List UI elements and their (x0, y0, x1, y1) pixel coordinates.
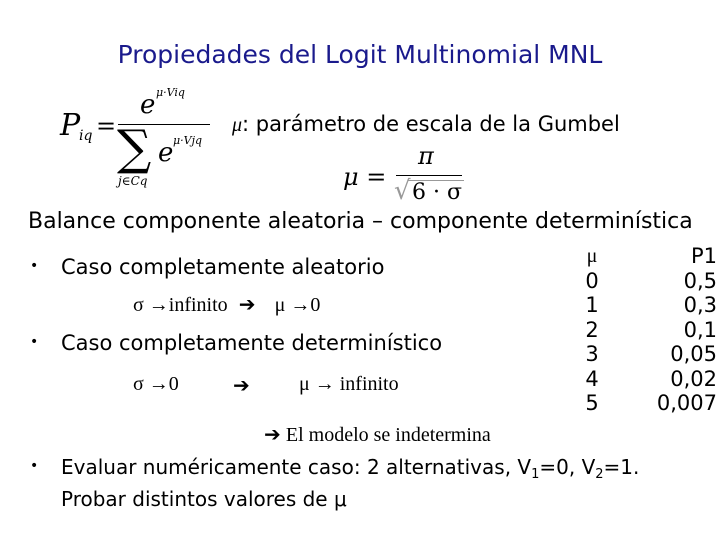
table-header-row (562, 244, 719, 269)
bullet-marker: • (30, 458, 39, 474)
mu-formula-denominator: 6 · σ (412, 180, 462, 205)
table-row (562, 269, 719, 294)
formula-denominator-exponent: μ·Vjq (173, 134, 203, 147)
formula-equals: = (96, 112, 117, 140)
table-cell-mu: 3 (585, 342, 599, 366)
indeterminate-note (264, 422, 491, 447)
table-cell-p1: 0,05 (670, 342, 717, 366)
table-cell-p1: 0,007 (656, 391, 717, 415)
mu-note-text: : parámetro de escala de la Gumbel (242, 112, 620, 136)
formula-numerator-base: e (140, 90, 156, 120)
mu-formula-lhs: μ = (343, 163, 387, 191)
summation-symbol: ∑ (117, 120, 152, 176)
mu-scale-note (232, 112, 620, 137)
implies-arrow-icon: ➔ (233, 375, 250, 397)
table-row (562, 293, 719, 318)
formula-sum-index: j∈Cq (118, 174, 148, 188)
implies-arrow-icon: ➔ (264, 424, 281, 446)
table-cell-mu: 0 (585, 268, 599, 293)
evaluate-instruction (61, 455, 639, 511)
mu-symbol: μ (232, 114, 243, 136)
table-cell-mu: 5 (585, 391, 599, 415)
table-row (562, 391, 719, 416)
slide-title: Propiedades del Logit Multinomial MNL (117, 40, 603, 69)
sigma-zero: σ →0 (133, 373, 179, 395)
implies-arrow-icon: ➔ (238, 294, 256, 316)
formula-numerator-exponent: μ·Viq (156, 86, 185, 99)
mu-zero: μ →0 (274, 294, 321, 316)
table-cell-p1: 0,3 (683, 293, 717, 317)
mu-formula-numerator: π (418, 142, 434, 170)
formula-lhs-subscript: iq (79, 128, 93, 144)
table-cell-mu: 2 (585, 317, 599, 342)
sqrt-symbol: √ (394, 176, 411, 206)
table-row (562, 318, 719, 343)
sigma-infinity: σ →infinito (133, 294, 228, 316)
random-case-label: Caso completamente aleatorio (61, 255, 385, 279)
table-cell-mu: 4 (585, 366, 599, 391)
bullet-marker: • (30, 258, 39, 274)
mu-p1-table (562, 244, 719, 416)
table-cell-p1: 0,1 (683, 317, 717, 342)
deterministic-case-label: Caso completamente determinístico (61, 331, 443, 355)
formula-lhs: P (60, 108, 81, 143)
table-header-mu: μ (586, 245, 598, 267)
evaluate-line: Evaluar numéricamente caso: 2 alternativas, $V_1=0$, $V_2=1$. (61, 455, 640, 482)
formula-denominator-base: e (158, 138, 174, 168)
mu-infinity: μ → infinito (299, 373, 399, 395)
table-cell-p1: 0,5 (683, 268, 717, 293)
table-row (562, 367, 719, 392)
table-row (562, 342, 719, 367)
random-case-relation (133, 292, 320, 317)
table-cell-p1: 0,02 (670, 366, 717, 391)
table-cell-mu: 1 (585, 293, 599, 317)
table-header-p1: P1 (690, 244, 717, 268)
balance-subtitle: Balance componente aleatoria – componente determinística (28, 209, 693, 234)
evaluate-line-continuation: Probar distintos valores de μ (61, 487, 347, 511)
bullet-marker: • (30, 334, 39, 350)
indeterminate-text: El modelo se indetermina (285, 424, 491, 446)
